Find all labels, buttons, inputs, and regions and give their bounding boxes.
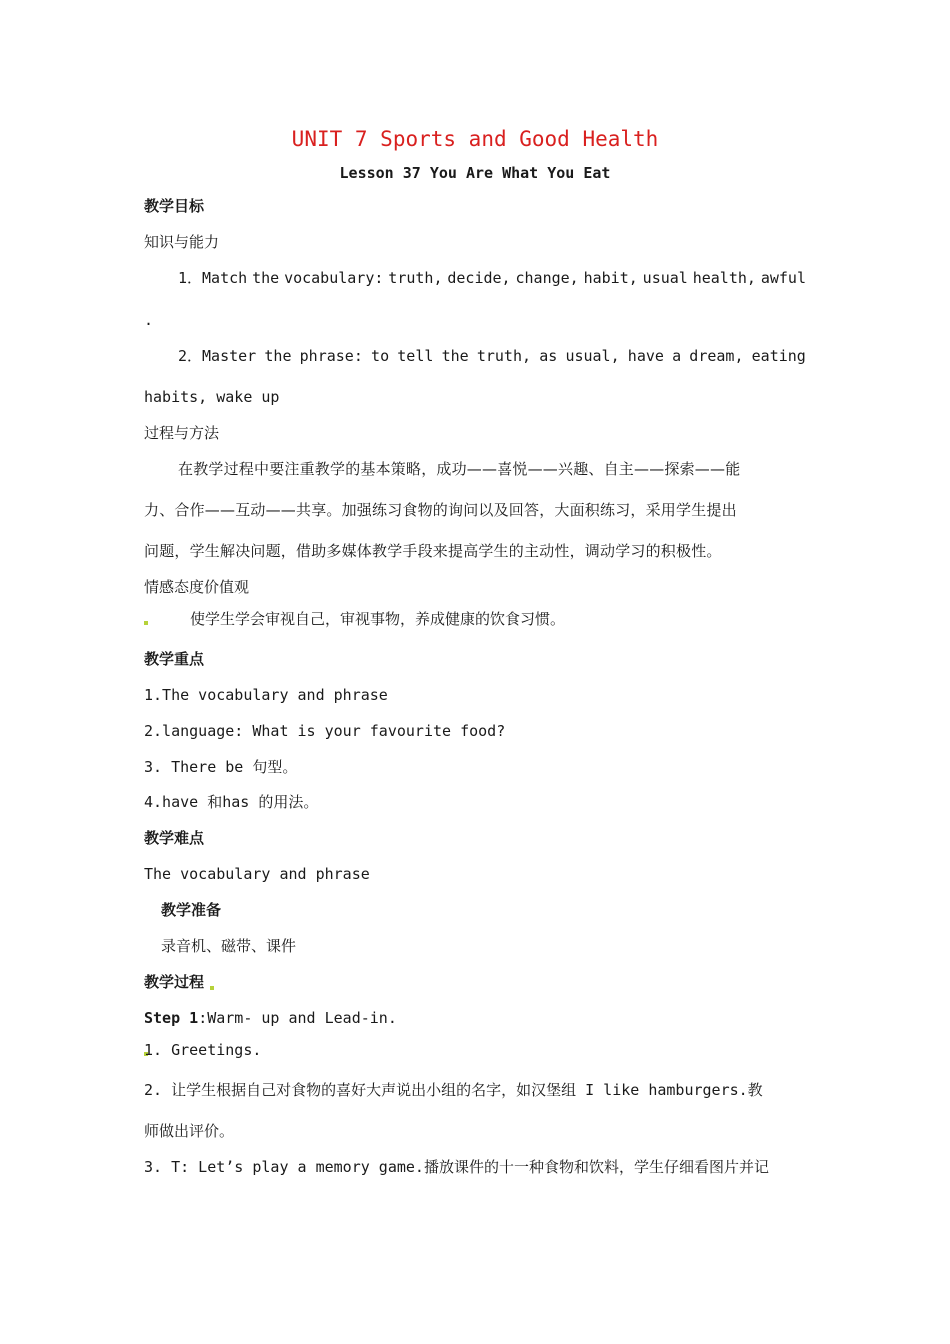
key-point-4: 4.have 和has 的用法。 <box>144 793 319 811</box>
word: awful <box>760 269 806 287</box>
knowledge-heading: 知识与能力 <box>144 233 220 251</box>
process-line-3: 问题，学生解决问题，借助多媒体教学手段来提高学生的主动性，调动学习的积极性。 <box>144 542 722 560</box>
word: 1．Match <box>178 269 248 287</box>
objective-item-1 <box>178 268 806 288</box>
word: usual <box>642 269 688 287</box>
word: decide, <box>447 269 511 287</box>
word: dream, <box>689 347 744 365</box>
process-heading: 过程与方法 <box>144 424 220 442</box>
procedure-item-2-line-2: 师做出评价。 <box>144 1122 235 1140</box>
word: eating <box>751 347 806 365</box>
word: tell <box>397 347 434 365</box>
difficulties-text: The vocabulary and phrase <box>144 865 370 883</box>
word: vocabulary: <box>284 269 384 287</box>
word: to <box>371 347 390 365</box>
word: phrase: <box>299 347 363 365</box>
unit-title: UNIT 7 Sports and Good Health <box>291 127 659 151</box>
key-point-3: 3. There be 句型。 <box>144 758 298 776</box>
objective-item-1-tail: . <box>144 311 154 329</box>
word: habit, <box>583 269 638 287</box>
edit-mark <box>210 986 214 990</box>
word: a <box>672 347 682 365</box>
lesson-subtitle: Lesson 37 You Are What You Eat <box>339 164 611 182</box>
edit-mark <box>144 621 148 625</box>
step-text: :Warm- up and Lead-in. <box>198 1009 397 1027</box>
word: the <box>441 347 469 365</box>
key-point-1: 1.The vocabulary and phrase <box>144 686 388 704</box>
emotion-text: 使学生学会审视自己，审视事物，养成健康的饮食习惯。 <box>190 610 566 628</box>
step-1-line <box>144 1008 397 1028</box>
process-line-1: 在教学过程中要注重教学的基本策略，成功——喜悦——兴趣、自主——探索——能 <box>178 460 741 478</box>
word: change, <box>515 269 579 287</box>
word: as <box>539 347 558 365</box>
word: have <box>627 347 664 365</box>
word: truth, <box>476 347 532 365</box>
word: usual, <box>565 347 620 365</box>
procedure-item-1: 1. Greetings. <box>144 1041 262 1059</box>
word: 2．Master <box>178 347 257 365</box>
objective-item-2 <box>178 346 806 366</box>
objectives-heading: 教学目标 <box>144 197 205 215</box>
objective-item-2-tail: habits, wake up <box>144 388 280 406</box>
procedure-heading: 教学过程 <box>144 973 205 991</box>
difficulties-heading: 教学难点 <box>144 829 205 847</box>
word: health, <box>692 269 756 287</box>
preparation-heading: 教学准备 <box>161 901 222 919</box>
preparation-text: 录音机、磁带、课件 <box>161 937 297 955</box>
procedure-item-3: 3. T: Let’s play a memory game.播放课件的十一种食物和饮料，学生仔细看图片并记 <box>144 1158 769 1176</box>
emotion-heading: 情感态度价值观 <box>144 578 250 596</box>
key-points-heading: 教学重点 <box>144 650 205 668</box>
step-label: Step 1 <box>144 1009 199 1027</box>
word: truth, <box>388 269 443 287</box>
process-line-2: 力、合作——互动——共享。加强练习食物的询问以及回答，大面积练习，采用学生提出 <box>144 501 737 519</box>
word: the <box>264 347 292 365</box>
word: the <box>252 269 280 287</box>
key-point-2: 2.language: What is your favourite food? <box>144 722 506 740</box>
procedure-item-2-line-1: 2. 让学生根据自己对食物的喜好大声说出小组的名字，如汉堡组 I like hamburgers.教 <box>144 1081 763 1099</box>
